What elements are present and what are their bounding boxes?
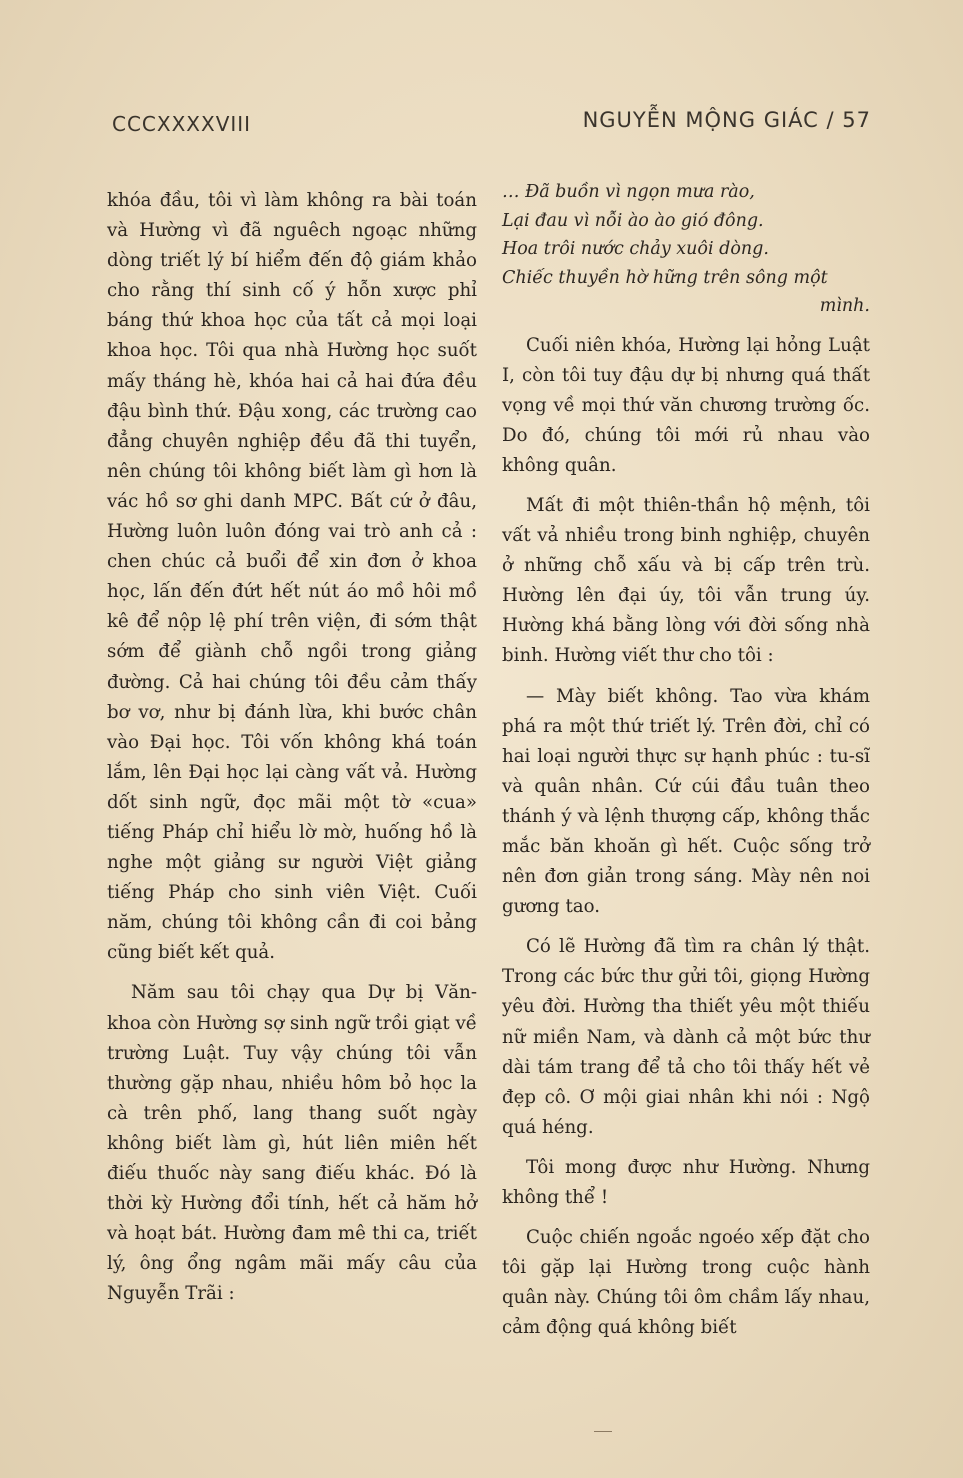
poem-line: mình. (819, 296, 870, 316)
right-column (502, 178, 870, 1344)
poem-line: Chiếc thuyền hờ hững trên sông một (502, 267, 828, 288)
paragraph: Cuộc chiến ngoắc ngoéo xếp đặt cho tôi gặp lại Hường trong cuộc hành quân này. Chúng tôi ôm chầm lấy nhau, cảm động quá không biết (502, 1227, 870, 1339)
paragraph: Mất đi một thiên-thần hộ mệnh, tôi vất vả nhiều trong binh nghiệp, chuyên ở những chỗ xấu và bị cấp trên trù. Hường lên đại úy, tôi vẫn trung úy. Hường khá bằng lòng với đời sống nhà binh. Hường viết thư cho tôi : (502, 494, 870, 667)
running-header-right: NGUYỄN MỘNG GIÁC / 57 (582, 108, 871, 132)
paragraph: Cuối niên khóa, Hường lại hỏng Luật I, còn tôi tuy đậu dự bị nhưng quá thất vọng về mọi thứ văn chương trường ốc. Do đó, chúng tôi mới rủ nhau vào không quân. (502, 334, 870, 476)
paragraph: — Mày biết không. Tao vừa khám phá ra một thứ triết lý. Trên đời, chỉ có hai loại người thực sự hạnh phúc : tu-sĩ và quân nhân. Cứ cúi đầu tuân theo thánh ý và lệnh thượng cấp, không thắc mắc băn khoăn gì hết. Cuộc sống trở nên đơn giản trong sáng. Mày nên noi gương tao. (502, 685, 870, 918)
running-header-left: CCCXXXXVIII (112, 112, 252, 136)
page-mark (594, 1431, 612, 1432)
paragraph: Có lẽ Hường đã tìm ra chân lý thật. Trong các bức thư gửi tôi, giọng Hường yêu đời. Hường tha thiết yêu một thiếu nữ miền Nam, và dành cả một bức thư dài tám trang để tả cho tôi thấy hết vẻ đẹp cô. Ơ mội giai nhân khi nói : Ngộ quá héng. (502, 936, 870, 1138)
poem-block (502, 178, 870, 321)
poem-line: … Đã buồn vì ngọn mưa rào, (502, 182, 755, 202)
poem-line: Hoa trôi nước chảy xuôi dòng. (502, 239, 769, 259)
paragraph: Năm sau tôi chạy qua Dự bị Văn-khoa còn Hường sợ sinh ngữ trồi giạt về trường Luật. Tuy vậy chúng tôi vẫn thường gặp nhau, nhiều hôm bỏ học la cà trên phố, lang thang suốt ngày không biết làm gì, hút liên miên hết điếu thuốc này sang điếu khác. Đó là thời kỳ Hường đổi tính, hết cả hăm hở và hoạt bát. Hường đam mê thi ca, triết lý, ông ổng ngâm mãi mấy câu của Nguyễn Trãi : (107, 982, 477, 1305)
left-column (107, 186, 477, 1309)
paragraph: Tôi mong được như Hường. Nhưng không thể ! (502, 1156, 870, 1209)
paragraph: khóa đầu, tôi vì làm không ra bài toán và Hường vì đã nguêch ngoạc những dòng triết lý bí hiểm đến độ giám khảo cho rằng thí sinh cố ý hỗn xược phỉ báng thứ khoa học của tất cả mọi loại khoa học. Tôi qua nhà Hường học suốt mấy tháng hè, khóa hai cả hai đứa đều đậu bình thứ. Đậu xong, các trường cao đẳng chuyên nghiệp đều đã thi tuyển, nên chúng tôi không biết làm gì hơn là vác hồ sơ ghi danh MPC. Bất cứ ở đâu, Hường luôn luôn đóng vai trò anh cả : chen chúc cả buổi để xin đơn ở khoa học, lấn đến đứt hết nút áo mồ hôi mồ kê để nộp lệ phí trên viện, đi sớm thật sớm để giành chỗ ngồi trong giảng đường. Cả hai chúng tôi đều cảm thấy bơ vơ, như bị đánh lừa, khi bước chân vào Đại học. Tôi vốn không khá toán lắm, lên Đại học lại càng vất vả. Hường dốt sinh ngữ, đọc mãi một tờ «cua» tiếng Pháp chỉ hiểu lờ mờ, huống hồ là nghe một giảng sư người Việt giảng tiếng Pháp cho sinh viên Việt. Cuối năm, chúng tôi không cần đi coi bảng cũng biết kết quả. (107, 190, 477, 964)
poem-line: Lại đau vì nỗi ào ào gió đông. (502, 210, 764, 231)
